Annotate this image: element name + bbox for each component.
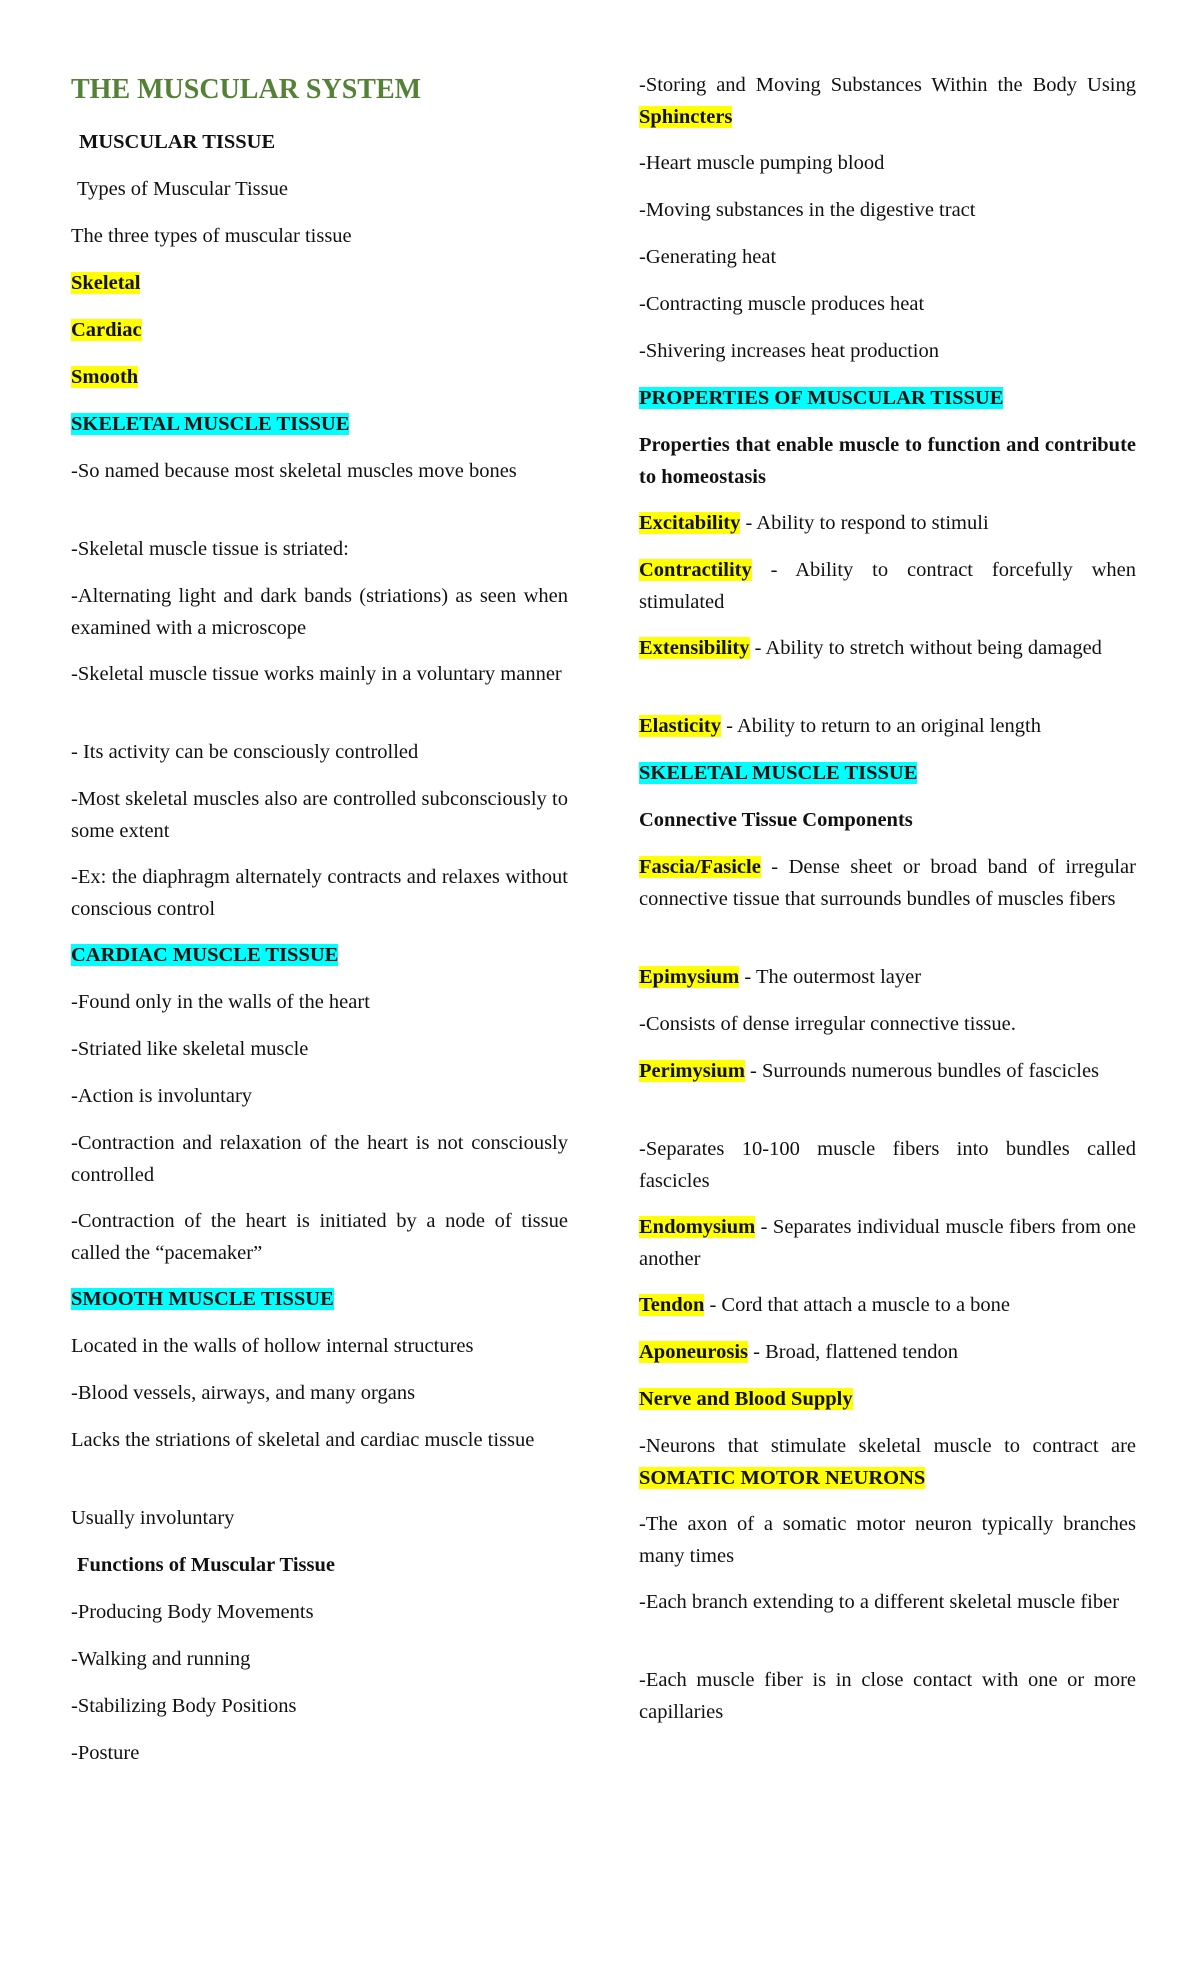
storing-text: -Storing and Moving Substances Within the Body Using (639, 74, 1136, 96)
nerve-blood-heading: Nerve and Blood Supply (639, 1388, 853, 1410)
property-desc: - Ability to stretch without being damaged (749, 637, 1102, 659)
list-item: -Shivering increases heat production (639, 340, 940, 362)
property-term: Contractility (639, 559, 752, 581)
endomysium-term: Endomysium (639, 1216, 756, 1238)
list-item: -Posture (71, 1742, 140, 1764)
list-item: -Generating heat (639, 246, 777, 268)
tendon-desc: - Cord that attach a muscle to a bone (704, 1294, 1011, 1316)
list-item: -Skeletal muscle tissue works mainly in a voluntary manner (71, 663, 562, 685)
perimysium-item (639, 1056, 1136, 1088)
list-item: -Contracting muscle produces heat (639, 293, 925, 315)
branch-item: -Each branch extending to a different skeletal muscle fiber (639, 1591, 1120, 1613)
skeletal-muscle-heading-2: SKELETAL MUSCLE TISSUE (639, 762, 918, 784)
property-term: Excitability (639, 512, 741, 534)
types-heading: Types of Muscular Tissue (77, 178, 288, 200)
endomysium-desc: - Separates individual muscle fibers from one another (639, 1216, 1136, 1270)
list-item: -Blood vessels, airways, and many organs (71, 1382, 416, 1404)
type-smooth: Smooth (71, 366, 139, 388)
list-item: - Its activity can be consciously controlled (71, 741, 419, 763)
aponeurosis-term: Aponeurosis (639, 1341, 748, 1363)
epimysium-item (639, 962, 1136, 994)
properties-heading: PROPERTIES OF MUSCULAR TISSUE (639, 387, 1004, 409)
list-item: -Contraction of the heart is initiated by a node of tissue called the “pacemaker” (71, 1210, 568, 1264)
list-item: Located in the walls of hollow internal structures (71, 1335, 474, 1357)
axon-item: -The axon of a somatic motor neuron typically branches many times (639, 1513, 1136, 1567)
neurons-text: -Neurons that stimulate skeletal muscle to contract are (639, 1435, 1136, 1457)
somatic-motor-neurons-highlight: SOMATIC MOTOR NEURONS (639, 1466, 926, 1489)
properties-intro: Properties that enable muscle to function and contribute to homeostasis (639, 434, 1136, 488)
property-item (639, 711, 1136, 743)
fascia-term: Fascia/Fasicle (639, 856, 761, 878)
aponeurosis-item (639, 1337, 1136, 1369)
cardiac-muscle-heading: CARDIAC MUSCLE TISSUE (71, 944, 339, 966)
property-desc: - Ability to return to an original length (721, 715, 1041, 737)
muscular-tissue-heading: MUSCULAR TISSUE (79, 131, 276, 153)
property-term: Extensibility (639, 637, 750, 659)
property-desc: - Ability to contract forcefully when stimulated (639, 559, 1136, 613)
list-item: -Action is involuntary (71, 1085, 253, 1107)
list-item: -Alternating light and dark bands (striations) as seen when examined with a microscope (71, 585, 568, 639)
perimysium-desc: - Surrounds numerous bundles of fascicles (744, 1060, 1100, 1082)
list-item: -Ex: the diaphragm alternately contracts and relaxes without conscious control (71, 866, 568, 920)
list-item: -Walking and running (71, 1648, 251, 1670)
list-item: Usually involuntary (71, 1507, 235, 1529)
functions-heading: Functions of Muscular Tissue (77, 1554, 336, 1576)
perimysium-detail: -Separates 10-100 muscle fibers into bundles called fascicles (639, 1138, 1136, 1192)
list-item: -Skeletal muscle tissue is striated: (71, 538, 349, 560)
fascia-item (639, 852, 1136, 915)
three-types-text: The three types of muscular tissue (71, 225, 352, 247)
tendon-item (639, 1290, 1136, 1322)
sphincters-highlight: Sphincters (639, 105, 733, 128)
property-desc: - Ability to respond to stimuli (740, 512, 989, 534)
page-title: THE MUSCULAR SYSTEM (71, 74, 422, 105)
epimysium-desc: - The outermost layer (739, 966, 922, 988)
type-skeletal: Skeletal (71, 272, 141, 294)
smooth-muscle-heading: SMOOTH MUSCLE TISSUE (71, 1288, 334, 1310)
property-item (639, 555, 1136, 618)
type-cardiac: Cardiac (71, 319, 142, 341)
endomysium-item (639, 1212, 1136, 1275)
property-item (639, 508, 1136, 540)
list-item: Lacks the striations of skeletal and cardiac muscle tissue (71, 1429, 535, 1451)
property-item (639, 633, 1136, 665)
list-item: -Found only in the walls of the heart (71, 991, 370, 1013)
connective-heading: Connective Tissue Components (639, 809, 913, 831)
epimysium-detail: -Consists of dense irregular connective tissue. (639, 1013, 1016, 1035)
perimysium-term: Perimysium (639, 1060, 745, 1082)
list-item: -Striated like skeletal muscle (71, 1038, 309, 1060)
storing-item (639, 70, 1136, 133)
list-item: -Heart muscle pumping blood (639, 152, 885, 174)
fascia-desc: - Dense sheet or broad band of irregular connective tissue that surrounds bundles of muscles fibers (639, 856, 1136, 910)
property-term: Elasticity (639, 715, 721, 737)
skeletal-muscle-heading: SKELETAL MUSCLE TISSUE (71, 413, 350, 435)
list-item: -Moving substances in the digestive tract (639, 199, 976, 221)
list-item: -Stabilizing Body Positions (71, 1695, 297, 1717)
list-item: -Producing Body Movements (71, 1601, 314, 1623)
list-item: -So named because most skeletal muscles move bones (71, 460, 517, 482)
neurons-item (639, 1431, 1136, 1494)
list-item: -Most skeletal muscles also are controlled subconsciously to some extent (71, 788, 568, 842)
capillaries-item: -Each muscle fiber is in close contact with one or more capillaries (639, 1669, 1136, 1723)
tendon-term: Tendon (639, 1294, 705, 1316)
aponeurosis-desc: - Broad, flattened tendon (748, 1341, 959, 1363)
epimysium-term: Epimysium (639, 966, 740, 988)
list-item: -Contraction and relaxation of the heart is not consciously controlled (71, 1132, 568, 1186)
